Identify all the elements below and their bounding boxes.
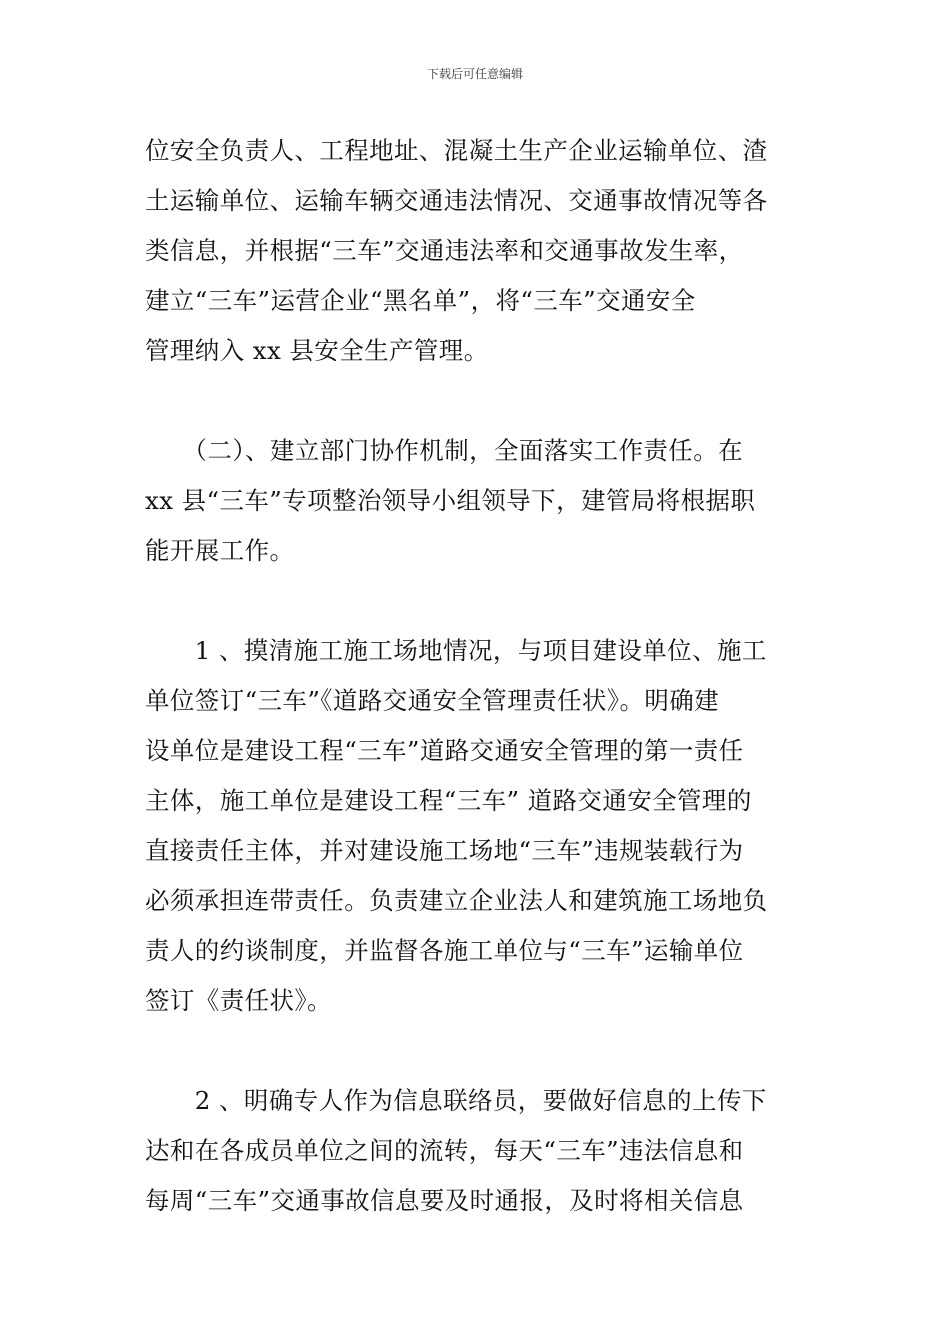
text-line: 每周“三车”交通事故信息要及时通报，及时将相关信息 <box>145 1186 744 1215</box>
text-line: 责人的约谈制度，并监督各施工单位与“三车”运输单位 <box>145 936 744 965</box>
text-line: 主体，施工单位是建设工程“三车” 道路交通安全管理的 <box>145 786 752 815</box>
paragraph-gap <box>145 376 810 426</box>
text-line: 1 、摸清施工施工场地情况，与项目建设单位、施工 <box>145 636 767 665</box>
paragraph-gap <box>145 576 810 626</box>
text-line: 单位签订“三车”《道路交通安全管理责任状》。明确建 <box>145 686 720 715</box>
paragraph-gap <box>145 1026 810 1076</box>
text-line: 达和在各成员单位之间的流转，每天“三车”违法信息和 <box>145 1136 744 1165</box>
text-line: 建立“三车”运营企业“黑名单”，将“三车”交通安全 <box>145 286 696 315</box>
text-line: 管理纳入 xx 县安全生产管理。 <box>145 336 489 365</box>
text-line: 位安全负责人、工程地址、混凝土生产企业运输单位、渣 <box>145 136 768 165</box>
text-line: 2 、明确专人作为信息联络员，要做好信息的上传下 <box>145 1086 767 1115</box>
text-line: 直接责任主体，并对建设施工场地“三车”违规装载行为 <box>145 836 744 865</box>
text-line: 设单位是建设工程“三车”道路交通安全管理的第一责任 <box>145 736 744 765</box>
text-line: （二）、建立部门协作机制，全面落实工作责任。在 <box>145 436 743 465</box>
paragraph-3 <box>145 626 810 1026</box>
paragraph-2 <box>145 426 810 576</box>
paragraph-4 <box>145 1076 810 1226</box>
text-line: 签订《责任状》。 <box>145 986 332 1015</box>
text-line: 必须承担连带责任。负责建立企业法人和建筑施工场地负 <box>145 886 768 915</box>
page-header: 下载后可任意编辑 <box>426 67 523 81</box>
paragraph-1 <box>145 126 810 376</box>
text-line: xx 县“三车”专项整治领导小组领导下，建管局将根据职 <box>145 486 756 515</box>
text-line: 类信息，并根据“三车”交通违法率和交通事故发生率， <box>145 236 744 265</box>
document-body <box>145 126 810 1226</box>
text-line: 能开展工作。 <box>145 536 295 565</box>
text-line: 土运输单位、运输车辆交通违法情况、交通事故情况等各 <box>145 186 768 215</box>
